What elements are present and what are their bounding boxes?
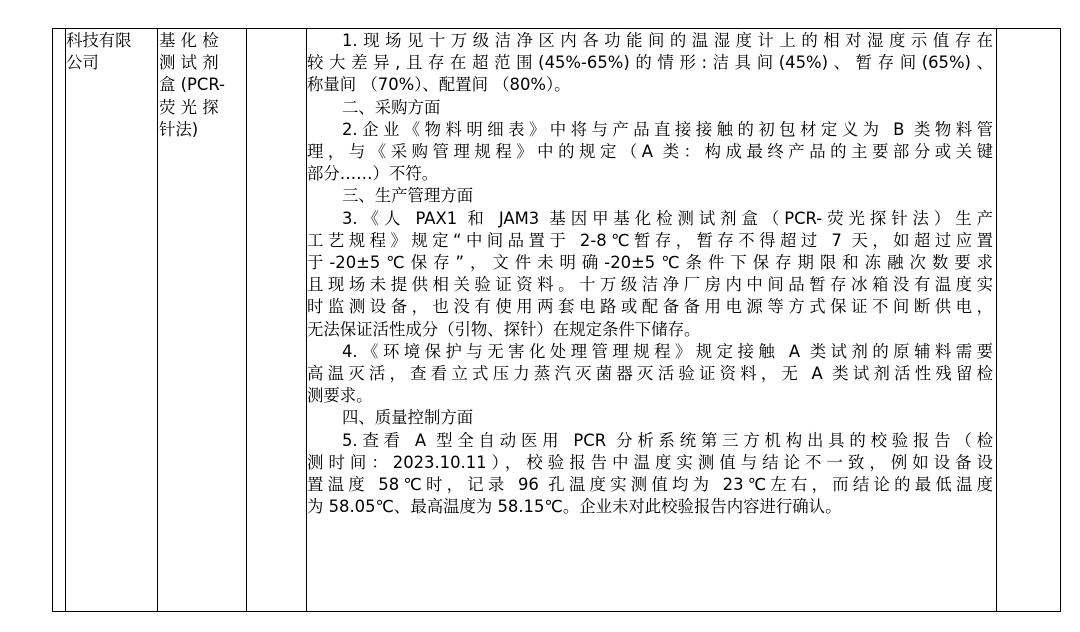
finding-line: 较大差异,且存在超范围(45%-65%)的情形:洁具间(45%)、暂存间(65%)、 — [307, 53, 993, 73]
finding-line: 为 58.05℃、最高温度为 58.15℃。企业未对此校验报告内容进行确认。 — [307, 497, 842, 517]
column-divider — [1060, 28, 1061, 612]
company-cell — [66, 30, 158, 74]
finding-line: 5.查看 A 型全自动医用 PCR 分析系统第三方机构出具的校验报告（检 — [342, 430, 993, 450]
finding-line: 于-20±5℃保存”，文件未明确-20±5℃条件下保存期限和冻融次数要求 — [307, 253, 993, 273]
finding-line: 1.现场见十万级洁净区内各功能间的温湿度计上的相对湿度示值存在 — [342, 31, 993, 50]
finding-line: 置温度 58℃时，记录 96 孔温度实测值均为 23℃左右，而结论的最低温度 — [307, 475, 993, 495]
finding-line: 3.《人 PAX1 和 JAM3 基因甲基化检测试剂盒（PCR-荧光探针法）生产 — [342, 208, 993, 228]
company-line: 公司 — [66, 53, 99, 73]
finding-line: 2.企业《物料明细表》中将与产品直接接触的初包材定义为 B 类物料管 — [342, 119, 993, 139]
column-divider — [996, 28, 997, 612]
finding-line: 三、生产管理方面 — [342, 186, 474, 206]
finding-line: 部分……）不符。 — [307, 164, 439, 184]
finding-line: 工艺规程》规定“中间品置于 2-8℃暂存，暂存不得超过 7 天，如超过应置 — [307, 230, 993, 250]
table-top-border — [52, 28, 1061, 29]
product-cell — [159, 30, 245, 141]
product-line: 盒 (PCR- — [159, 75, 225, 95]
finding-line: 称量间 （70%）、配置间 （80%）。 — [307, 75, 571, 95]
product-line: 基 化 检 — [159, 31, 219, 50]
product-line: 荧 光 探 — [159, 97, 219, 117]
table-bottom-border — [52, 611, 1061, 612]
column-divider — [52, 28, 53, 612]
findings-cell — [307, 30, 993, 518]
finding-line: 测时间：2023.10.11），校验报告中温度实测值与结论不一致，例如设备设 — [307, 452, 993, 472]
finding-line: 四、质量控制方面 — [342, 408, 474, 428]
product-line: 测 试 剂 — [159, 53, 219, 73]
company-line: 科技有限 — [66, 31, 132, 50]
finding-line: 理，与《采购管理规程》中的规定（A 类：构成最终产品的主要部分或关键 — [307, 142, 993, 162]
finding-line: 4.《环境保护与无害化处理管理规程》规定接触 A 类试剂的原辅料需要 — [342, 341, 993, 361]
finding-line: 二、采购方面 — [342, 97, 441, 117]
column-divider — [157, 28, 158, 612]
finding-line: 且现场未提供相关验证资料。十万级洁净厂房内中间品暂存冰箱没有温度实 — [307, 275, 993, 295]
finding-line: 无法保证活性成分（引物、探针）在规定条件下储存。 — [307, 319, 701, 339]
column-divider — [246, 28, 247, 612]
finding-line: 高温灭活，查看立式压力蒸汽灭菌器灭活验证资料，无 A 类试剂活性残留检 — [307, 364, 993, 384]
column-divider — [65, 28, 66, 612]
finding-line: 时监测设备，也没有使用两套电路或配备备用电源等方式保证不间断供电， — [307, 297, 993, 317]
finding-line: 测要求。 — [307, 386, 373, 406]
product-line: 针法) — [159, 119, 199, 139]
